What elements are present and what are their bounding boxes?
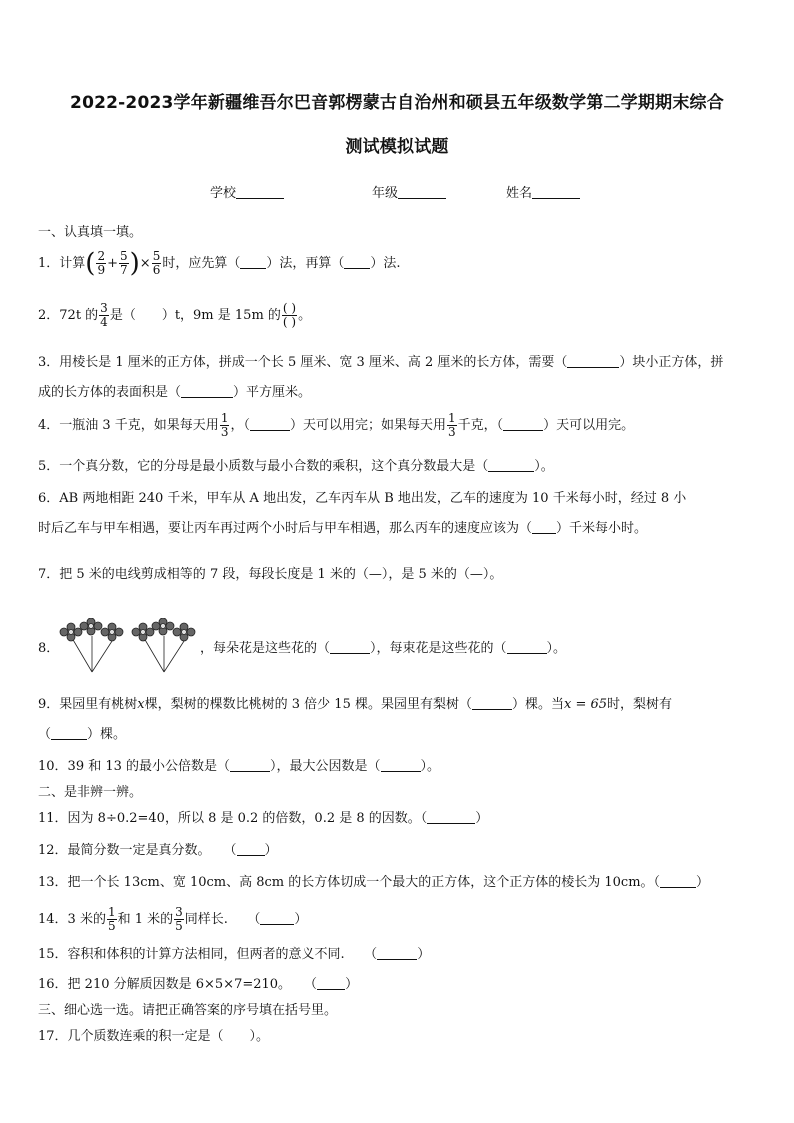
answer-blank[interactable] (250, 418, 290, 431)
question-16: 16．把 210 分解质因数是 6×5×7=210。 （ ） (38, 977, 359, 992)
answer-blank[interactable] (488, 459, 534, 472)
name-field[interactable]: 姓名 (506, 182, 580, 201)
answer-blank[interactable] (503, 418, 543, 431)
flower-bouquets-illustration (58, 618, 198, 676)
question-17: 17．几个质数连乘的积一定是（ ）。 (38, 1029, 270, 1044)
answer-blank[interactable] (240, 256, 266, 269)
answer-blank[interactable] (344, 256, 370, 269)
answer-blank[interactable] (507, 641, 547, 654)
question-14: 14．3 米的 $\frac{1}{5}$ 和 1 米的 $\frac{3}{5}$ 同样长. （ ） (38, 905, 308, 933)
section-2-heading: 二、是非辨一辨。 (38, 785, 143, 800)
answer-blank[interactable] (381, 759, 421, 772)
answer-blank[interactable] (260, 912, 294, 925)
answer-blank[interactable] (377, 947, 417, 960)
answer-blank[interactable] (317, 977, 345, 990)
question-3-line1: 3．用棱长是 1 厘米的正方体，拼成一个长 5 厘米、宽 3 厘米、高 2 厘米的长方体，需要（ ）块小正方体，拼 (38, 355, 724, 370)
question-2: 2．72t 的 $\frac{3}{4}$ 是（ ）t，9m 是 15m 的 $\frac{( )}{( )}$ 。 (38, 301, 312, 329)
question-15: 15．容积和体积的计算方法相同，但两者的意义不同. （ ） (38, 947, 431, 962)
answer-blank[interactable] (660, 875, 696, 888)
section-1-heading: 一、认真填一填。 (38, 225, 143, 240)
section-3-heading: 三、细心选一选。请把正确答案的序号填在括号里。 (38, 1003, 338, 1018)
question-1: 1．计算( $\frac{2}{9}$ + $\frac{5}{7}$ )× $\frac{5}{6}$ 时，应先算（ ）法，再算（ ）法. (38, 248, 401, 279)
question-4: 4．一瓶油 3 千克，如果每天用 $\frac{1}{3}$ ，（ ）天可以用完；如果每天用 $\frac{1}{3}$ 千克，（ ）天可以用完。 (38, 411, 635, 439)
question-6-line2: 时后乙车与甲车相遇，要让丙车再过两个小时后与甲车相遇，那么丙车的速度应该为（ ）千米每小时。 (38, 521, 648, 536)
answer-blank[interactable] (567, 355, 619, 368)
answer-blank[interactable] (330, 641, 370, 654)
question-9-line1: 9．果园里有桃树x棵，梨树的棵数比桃树的 3 倍少 15 棵。果园里有梨树（ ）棵。当x = 65时，梨树有 (38, 697, 673, 712)
answer-blank[interactable] (230, 759, 270, 772)
question-13: 13．把一个长 13cm、宽 10cm、高 8cm 的长方体切成一个最大的正方体，这个正方体的棱长为 10cm。（ ） (38, 875, 710, 890)
bouquet-right-icon (132, 618, 195, 672)
question-5: 5．一个真分数，它的分母是最小质数与最小合数的乘积，这个真分数最大是（ ）。 (38, 459, 554, 474)
question-8: ，每朵花是这些花的（ ），每束花是这些花的（ ）。 (200, 641, 567, 656)
answer-blank[interactable] (532, 521, 556, 534)
question-12: 12．最简分数一定是真分数。 （ ） (38, 843, 278, 858)
answer-blank[interactable] (181, 385, 233, 398)
question-10: 10．39 和 13 的最小公倍数是（ ），最大公因数是（ ）。 (38, 759, 441, 774)
question-3-line2: 成的长方体的表面积是（ ）平方厘米。 (38, 385, 312, 400)
question-8-number: 8． (38, 641, 60, 656)
bouquet-left-icon (60, 618, 123, 672)
question-11: 11．因为 8÷0.2=40，所以 8 是 0.2 的倍数，0.2 是 8 的因数。（ ） (38, 811, 489, 826)
answer-blank[interactable] (427, 811, 475, 824)
exam-title-line2: 测试模拟试题 (345, 137, 449, 157)
exam-title-line1: 2022-2023学年新疆维吾尔巴音郭楞蒙古自治州和硕县五年级数学第二学期期末综合 (70, 93, 724, 113)
school-field[interactable]: 学校 (210, 182, 284, 201)
answer-blank[interactable] (472, 697, 512, 710)
question-6-line1: 6．AB 两地相距 240 千米，甲车从 A 地出发，乙车丙车从 B 地出发，乙车的速度为 10 千米每小时，经过 8 小 (38, 491, 687, 506)
answer-blank[interactable] (237, 843, 265, 856)
answer-blank[interactable] (51, 727, 87, 740)
question-9-line2: （ ）棵。 (38, 727, 127, 742)
question-7: 7．把 5 米的电线剪成相等的 7 段，每段长度是 1 米的（—），是 5 米的（—）。 (38, 567, 503, 582)
grade-field[interactable]: 年级 (372, 182, 446, 201)
